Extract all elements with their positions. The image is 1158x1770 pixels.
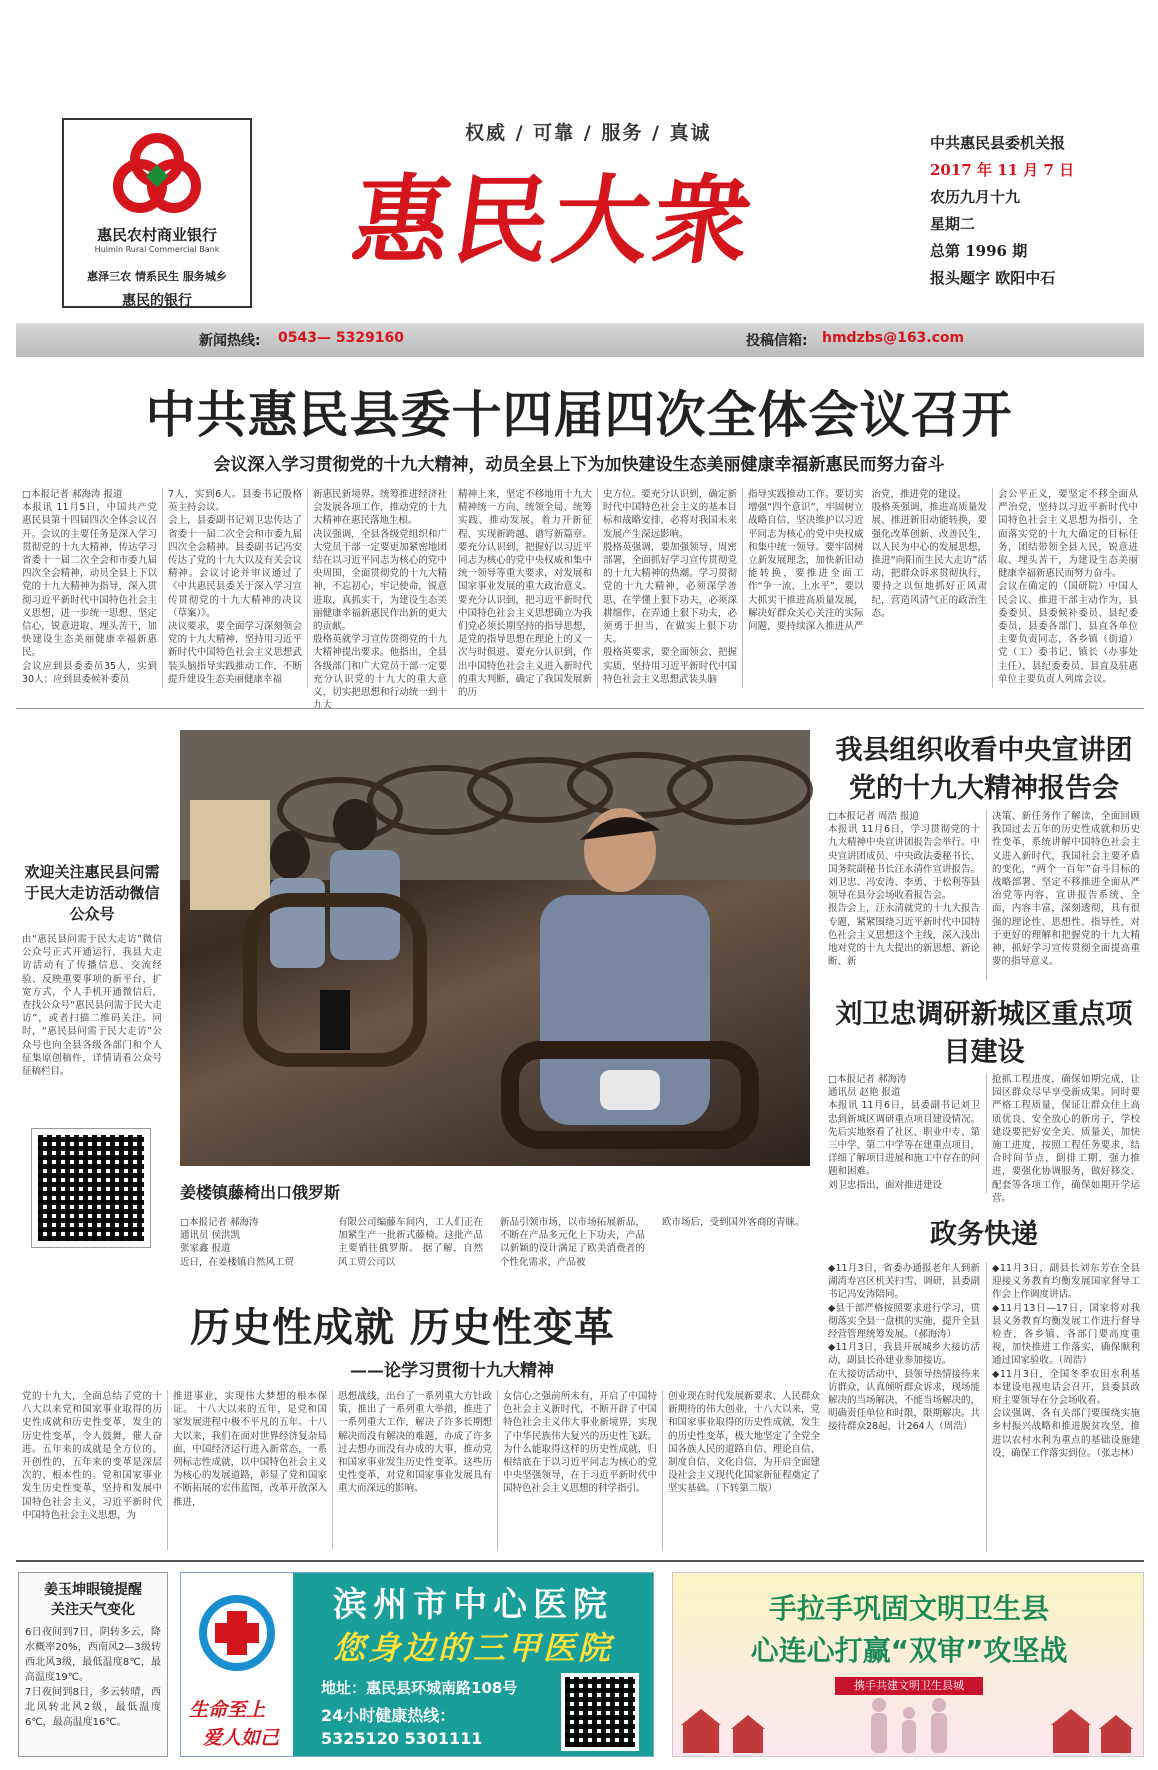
gov-news-title[interactable]: 政务快递 xyxy=(930,1219,1038,1250)
gov-news-column-2: ◆11月3日，副县长刘东芳在全县迎接义务教育均衡发展国家督导工作会上作调度讲话。 ◆11月13日—17日，国家将对我县义务教育均衡发展工作进行督导检查，各乡镇、各部门要高度重视，加快推进工作落实，确保顺利通过国家验收。（周浩） ◆11月3日，全国冬季农田水利基本建设电视电话会召开，县委县政府主要领导在分会场收看。 会议强调，各有关部门要围绕实施乡村振兴战略和推进脱贫攻坚，推进以农村水利为重点的基础设施建设，确保工作落实到位。（张志林） xyxy=(986,1262,1140,1552)
lead-column-5: 史方位。要充分认识到，确定新时代中国特色社会主义的基本目标和战略安排，必将对我国未来发展产生深远影响。 殷格英强调，要加强领导、周密部署，全面抓好学习宣传贯彻党的十九大精神的热潮。学习贯彻党的十九大精神，必须深学善思、在学懂上狠下功夫，必须深耕细作，在弄通上狠下功夫，必须勇于担当，在做实上狠下功夫。 殷格英要求，要全面领会、把握实质，坚持用习近平新时代中国特色社会主义思想武装头脑 xyxy=(597,488,737,688)
weather-forecast-text: 6日夜间到7日，阴转多云，降水概率20%，西南风2—3级转西北风3级，最低温度8℃，最高温度19℃。 7日夜间到8日，多云转晴，西北风转北风2级，最低温度6℃，最高温度16℃。 xyxy=(25,1627,161,1728)
hospital-cross-icon xyxy=(197,1593,277,1673)
hospital-hotline-label: 24小时健康热线： xyxy=(321,1706,456,1725)
civic-banner: 携手共建文明卫生县城 xyxy=(835,1677,983,1695)
bank-logo-icon xyxy=(102,130,212,218)
bank-name-en: Huimin Rural Commercial Bank xyxy=(94,245,220,254)
hospital-logo-panel xyxy=(181,1573,293,1756)
issue-weekday: 星期二 xyxy=(930,215,976,233)
photo-column-3: 欧市场后，受到国外客商的青睐。 xyxy=(662,1217,805,1228)
eyeglasses-weather-ad[interactable] xyxy=(18,1572,168,1757)
wechat-notice xyxy=(22,862,162,1262)
lead-column-1: □本报记者 郝海涛 报道 本报讯 11月5日，中国共产党惠民县第十四届四次全体会议召开。会议的主要任务是深入学习贯彻党的十九大精神，传达学习省委十一届二次全会和市委九届四次全会精神，动员全县上下以党的十九大精神为指导，深入贯彻习近平新时代中国特色社会主义思想，进一步统一思想、坚定信心，锐意进取、埋头苦干，加快建设生态美丽健康幸福新惠民。 会议应到县委委员35人，实到30人；应到县委候补委员 xyxy=(22,489,157,685)
commentary-column-1: 党的十九大，全面总结了党的十八大以来党和国家事业取得的历史性成就和历史性变革，发生的历史性变革，令人鼓舞，催人奋进。五年来的成就是全方位的、开创性的，五年来的变革是深层次的、根本性的。党和国家事业发生历史性变革，坚持和发展中国特色社会主义，习近平新时代中国特色社会主义思想，为 xyxy=(22,1391,162,1521)
wechat-notice-body: 由“惠民县问需于民大走访”微信公众号正式开通运行，我县大走访活动有了传播信息、交流经验、反映重要事项的新平台，扩宽方式，个人手机开通微信后，查找公众号“惠民县问需于民大走访”，或者扫描二维码关注。同时，“惠民县问需于民大走访”公众号也向全县各级各部门和个人征集原创稿件，详情请看公众号征稿栏目。 xyxy=(22,934,162,1078)
hospital-main-panel xyxy=(293,1573,653,1756)
liu-story-body: □本报记者 郝海涛 通讯员 赵艳 报道 本报讯 11月6日，县委副书记刘卫忠到新城区调研重点项目建设情况。先后实地察看了社区、职业中专、第三中学、第二中学等在建重点项目，详细了解项目进展和施工中存在的问题和困难。 刘卫忠指出，面对推进建设 xyxy=(828,1074,981,1191)
issue-date: 2017 年 11 月 7 日 xyxy=(930,161,1075,179)
factory-workers-image xyxy=(180,730,810,1166)
ads-divider xyxy=(16,1560,1144,1562)
commentary-subtitle: ——论学习贯彻十九大精神 xyxy=(350,1361,554,1381)
commentary-column-2: 推进事业，实现伟大梦想的根本保证。 十八大以来的五年，是党和国家发展进程中极不平凡的五年。十八大以来，我们在面对世界经济复杂局面，中国经济运行进入新常态，一系列标志性成就，以中国特色社会主义为核心的发展道路，彰显了党和国家不断拓展的宏伟蓝图，改革开放深入推进， xyxy=(167,1390,327,1550)
wechat-qr-code[interactable] xyxy=(32,1129,150,1247)
gov-news-column-1: ◆11月3日，省委办通报老年人到新湖湾寿宫区机关扫雪、调研，县委副书记冯安涛陪同。 ◆县干部严格按照要求进行学习，贯彻落实全县一盘棋的实施，提升全县经营管理统筹发展。（郝海涛） ◆11月3日，我县开展城乡大接访活动，副县长孙建业参加接访。 在大接访活动中，县领导热情接待来访群众，认真倾听群众诉求，现场能解决的当场解决，不能当场解决的，明确责任单位和时限，限期解决。共接待群众28起，计264人（周浩） xyxy=(828,1263,981,1433)
issue-info xyxy=(930,130,1074,292)
bank-slogan: 惠泽三农 情系民生 服务城乡 xyxy=(87,270,227,283)
civic-campaign-ad[interactable] xyxy=(672,1572,1144,1757)
lead-column-6: 指导实践推动工作。要切实增强“四个意识”，牢固树立战略自信，坚决维护以习近平同志为核心的党中央权威和集中统一领导。要牢固树立新发展理念，加快新旧动能转换，要推进全面工作“争一流、上水平”，要以大抓实干推进高质量发展，解决好群众关心关注的实际问题，要持续深入推进从严治党，推进党的建设。 殷格英强调，推进高质量发展、推进新旧动能转换，要强化改革创新、改善民生，以人民为中心的发展思想，推进“向阳而生民大走访”活动，把群众诉求贯彻执行，要持之以恒地抓好正风肃纪，营造风清气正的政治生态。 xyxy=(742,488,987,688)
commentary-column-3: 思想战线，出台了一系列重大方针政策，推出了一系列重大举措，推进了一系列重大工作，解决了许多长期想解决而没有解决的难题，办成了许多过去想办而没有办成的大事，推动党和国家事业发生历史性变革。这些历史性变革，对党和国家事业发展具有重大而深远的影响。 xyxy=(332,1390,492,1550)
lead-column-2: 7人，实到6人。县委书记殷格英主持会议。 会上，县委副书记刘卫忠传达了省委十一届二次全会和市委九届四次全会精神。县委副书记冯安传达了党的十九大以及有关会议精神。会议讨论并审议通过了《中共惠民县委关于深入学习宣传贯彻党的十九大精神的决议（草案）》。 决议要求，要全面学习深刻领会党的十九大精神，坚持用习近平新时代中国特色社会主义思想武装头脑指导实践推动工作，不断提升建设生态美丽健康幸福 xyxy=(162,488,302,688)
email-address[interactable]: hmdzbs@163.com xyxy=(822,330,965,346)
lead-subheadline: 会议深入学习贯彻党的十九大精神，动员全县上下为加快建设生态美丽健康幸福新惠民而努力奋斗 xyxy=(213,455,945,475)
masthead-title: 惠民大衆 xyxy=(346,164,762,277)
issue-number: 总第 1996 期 xyxy=(930,242,1028,260)
hospital-motto-2: 爱人如己 xyxy=(203,1727,280,1749)
eye-ad-subtitle: 关注天气变化 xyxy=(51,1602,135,1618)
photo-column-1: 有限公司编藤车间内，工人们正在加紧生产一批新式藤椅。这批产品主要销往俄罗斯。 据了解，自然风工贸公司以 xyxy=(338,1217,483,1268)
hospital-address: 地址：惠民县环城南路108号 xyxy=(321,1679,518,1697)
bank-advertisement[interactable] xyxy=(62,118,252,308)
hospital-qr-code[interactable] xyxy=(561,1673,639,1751)
hospital-hotline-numbers[interactable]: 5325120 5301111 xyxy=(321,1729,483,1748)
broadcast-story-body-2: 决策、新任务作了解读，全面回顾我国过去五年的历史性成就和历史性变革，系统讲解中国特色社会主义进入新时代，我国社会主要矛盾的变化，“两个一百年”奋斗目标的战略部署、坚定不移推进全面从严治党等内容，宣讲报告系统、全面，内容丰富，深刻透彻，具有很强的理论性、思想性、指导性，对于更好的理解和把握党的十九大精神，抓好学习宣传贯彻全面提高重要的指导意义。 xyxy=(986,810,1140,980)
bank-name: 惠民农村商业银行 xyxy=(96,226,217,244)
lead-column-7: 会公平正义，要坚定不移全面从严治党，坚持以习近平新时代中国特色社会主义思想为指引，全面落实党的十九大确定的目标任务，团结带领全县人民，锐意进取、埋头苦干，为建设生态美丽健康幸福新惠民而努力奋斗。 会议在确定的（国研院）中国人民会议、推进干部主动作为，县委委员、县委候补委员、县纪委委员，县委各部门、县直各单位主要负责同志，各乡镇（街道）党（工）委书记、镇长（办事处主任），县纪委委员、县直及驻惠单位主要负责人列席会议。 xyxy=(992,488,1138,688)
family-houses-icon xyxy=(673,1695,1145,1757)
broadcast-story-title[interactable]: 我县组织收看中央宣讲团党的十九大精神报告会 xyxy=(835,735,1133,804)
masthead-slogan: 权威 / 可靠 / 服务 / 真诚 xyxy=(465,122,712,144)
civic-line-1: 手拉手巩固文明卫生县 xyxy=(768,1592,1049,1625)
bank-tagline: 惠民的银行 xyxy=(122,293,192,309)
hotline-label: 新闻热线: xyxy=(199,333,261,349)
wechat-notice-title: 欢迎关注惠民县问需于民大走访活动微信公众号 xyxy=(24,863,160,923)
hotline-bar xyxy=(16,323,1144,357)
photo-caption[interactable]: 姜楼镇藤椅出口俄罗斯 xyxy=(180,1183,341,1202)
lead-column-4: 精神上来，坚定不移地用十九大精神统一方向、统领全局、统筹实践、推动发展，着力开新征程、实现新跨越、谱写新篇章。要充分认识到，把握好以习近平同志为核心的党中央权威和集中统一领导等重大要求，对发展和国家事业发展的重大政治意义。要充分认识到，把习近平新时代中国特色社会主义思想确立为我们党必须长期坚持的指导思想，是党的指导思想在理论上的又一次与时俱进。要充分认识到，作出中国特色社会主义进入新时代的重大判断，确定了我国发展新的历 xyxy=(452,488,592,688)
commentary-title[interactable]: 历史性成就 历史性变革 xyxy=(190,1304,615,1351)
email-label: 投稿信箱: xyxy=(746,333,808,349)
lead-headline[interactable]: 中共惠民县委十四届四次全体会议召开 xyxy=(145,386,1013,444)
issue-org: 中共惠民县委机关报 xyxy=(930,134,1066,152)
hospital-name: 滨州市中心医院 xyxy=(333,1585,613,1625)
liu-story-title[interactable]: 刘卫忠调研新城区重点项目建设 xyxy=(835,999,1133,1068)
section-divider xyxy=(16,708,1144,709)
hospital-ad[interactable] xyxy=(180,1572,654,1757)
lead-column-3: 新惠民新境界。统筹推进经济社会发展各项工作，推动党的十九大精神在惠民落地生根。 决议强调，全县各级党组织和广大党员干部一定要更加紧密地团结在以习近平同志为核心的党中央周围，全面贯彻党的十九大精神，不忘初心，牢记使命，锐意进取，真抓实干，为建设生态美丽健康幸福新惠民作出新的更大的贡献。 殷格英就学习宣传贯彻党的十九大精神提出要求。他指出，全县各级部门和广大党员干部一定要充分认识党的十九大的重大意义，切实把思想和行动统一到十九大 xyxy=(307,488,447,688)
photo-credit: □本报记者 郝海涛 通讯员 侯洪凯 张家鑫 报道 近日，在姜楼镇自然风工贸 xyxy=(180,1217,295,1268)
civic-line-2: 心连心打赢“双审”攻坚战 xyxy=(750,1634,1068,1667)
issue-lunar: 农历九月十九 xyxy=(930,188,1021,206)
broadcast-story-body: □本报记者 周浩 报道 本报讯 11月6日，学习贯彻党的十九大精神中央宣讲团报告会举行。中央宣讲团成员、中央政法委秘书长、国务院副秘书长汪永清作宣讲报告。刘卫忠、冯安涛、李勇、于松利等县领导在县分会场收看报告会。 报告会上，汪永清就党的十九大报告专题，紧紧围绕习近平新时代中国特色社会主义思想这个主线，深入浅出地对党的十九大提出的新思想、新论断、新 xyxy=(828,811,981,968)
issue-calligraphy-credit: 报头题字 欧阳中石 xyxy=(930,269,1056,287)
hotline-number[interactable]: 0543— 5329160 xyxy=(278,330,405,346)
eye-ad-title: 姜玉坤眼镜提醒 xyxy=(44,1582,142,1598)
photo-column-2: 新品引领市场，以市场拓展新品，不断在产品多元化上下功夫，产品以新颖的设计满足了欧美消费者的个性化需求，产品被 xyxy=(500,1217,645,1268)
rattan-chair-photo xyxy=(180,730,810,1166)
hospital-slogan: 您身边的三甲医院 xyxy=(332,1629,613,1667)
hospital-motto-1: 生命至上 xyxy=(189,1699,266,1721)
liu-story-body-2: 抢抓工程进度，确保如期完成，让园区群众尽早享受新成果。同时要严格工程质量，保证让群众住上高质优良、安全放心的新房子，学校建设要把好安全关、质量关，加快施工进度，按照工程任务要求，结合时间节点，倒排工期，强力推进，要强化协调服务，做好移交、配套等各项工作，确保如期开学运营。 xyxy=(986,1073,1140,1193)
commentary-column-4: 女信心之强前所未有，开启了中国特色社会主义新时代，不断开辟了中国特色社会主义伟大事业新境界，实现了中华民族伟大复兴的历史性飞跃。为什么能取得这样的历史性成就，归根结底在于以习近平同志为核心的党中央坚强领导，在于习近平新时代中国特色社会主义思想的科学指引。 xyxy=(497,1390,657,1550)
commentary-column-5: 创业现在时代发展新要求、人民群众新期待的伟大创业，十八大以来，党和国家事业取得的历史性成就，发生的历史性变革，极大地坚定了全党全国各族人民的道路自信、理论自信、制度自信、文化自信，为开启全面建设社会主义现代化国家新征程奠定了坚实基础。（下转第二版） xyxy=(662,1390,820,1550)
